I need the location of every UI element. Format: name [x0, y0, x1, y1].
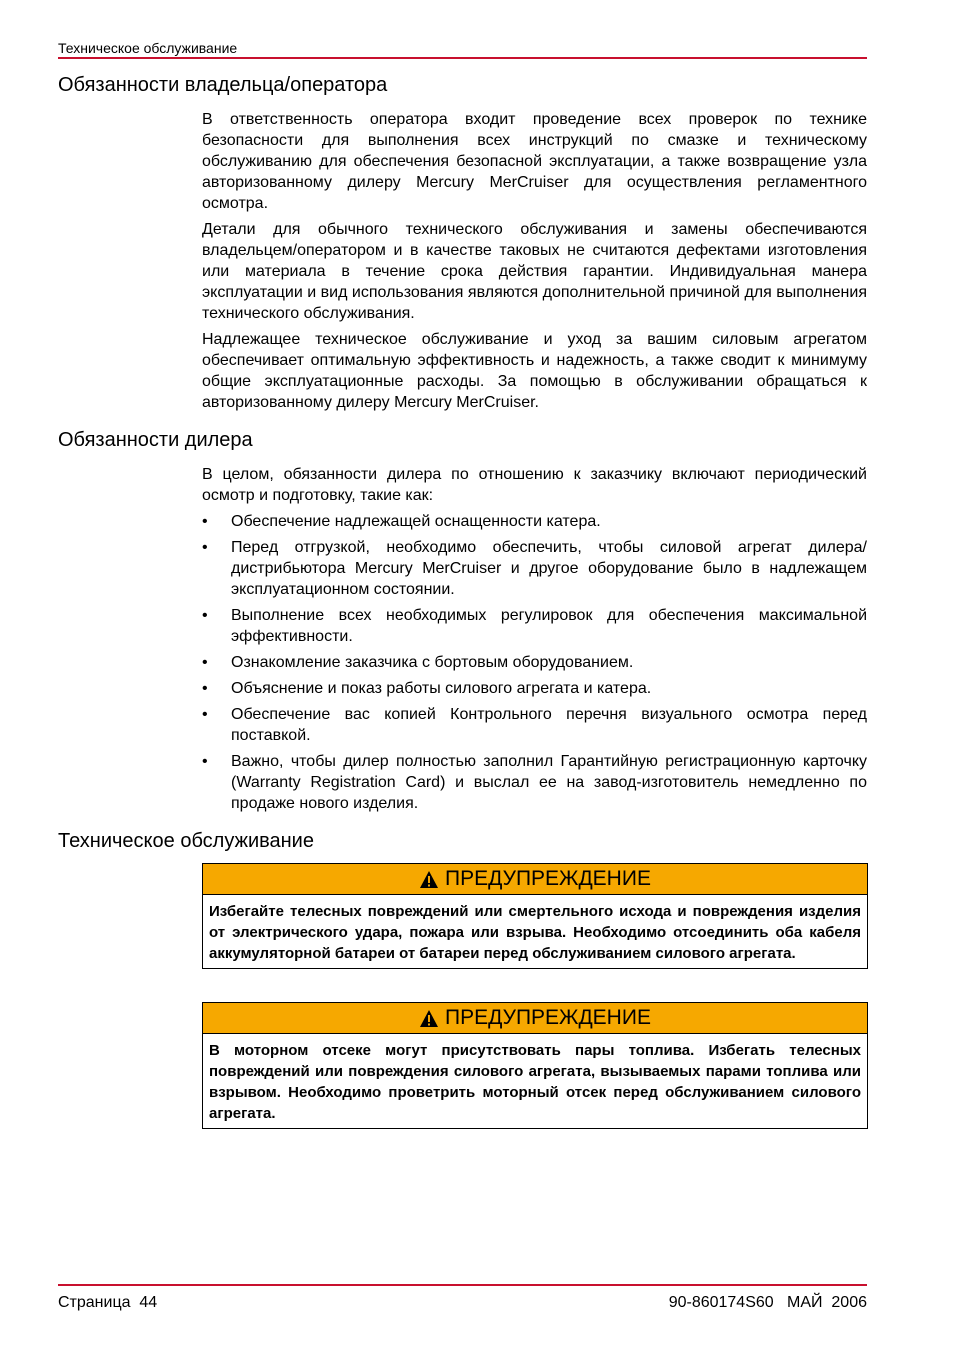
warning-header	[203, 1003, 867, 1034]
bullet-icon: •	[202, 539, 208, 556]
list-item: • Важно, чтобы дилер полностью заполнил Гарантийную регистрационную карточку (Warranty Registration Card) и выслал ее на завод-изготовитель немедленно по продаже нового изделия.	[202, 753, 867, 812]
bullet-icon: •	[202, 706, 208, 723]
page-number: Страница 44	[58, 1294, 158, 1311]
bullet-icon: •	[202, 680, 208, 697]
list-item: • Перед отгрузкой, необходимо обеспечить, чтобы силовой агрегат дилера/ дистрибьютора Mercury MerCruiser и другое оборудование было в надлежащем эксплуатационном состоянии.	[202, 539, 867, 598]
list-item: • Обеспечение надлежащей оснащенности катера.	[202, 513, 601, 530]
document-number: 90-860174S60 МАЙ 2006	[668, 1294, 867, 1311]
dealer-section-body	[202, 464, 867, 819]
section-heading-maintenance: Техническое обслуживание	[58, 830, 314, 852]
warning-triangle-icon	[419, 1009, 439, 1028]
running-header: Техническое обслуживание	[58, 40, 238, 56]
paragraph: Детали для обычного технического обслуживания и замены обеспечиваются владельцем/оператором и в качестве таковых не считаются дефектами изготовления или материала в течение срока действия гарантии. Индивидуальная манера эксплуатации и вид использования являются дополнительной причиной для выполнения технического обслуживания.	[202, 221, 867, 322]
list-item: • Выполнение всех необходимых регулировок для обеспечения максимальной эффективности.	[202, 607, 867, 645]
bullet-icon: •	[202, 753, 208, 770]
warning-box	[202, 1002, 868, 1129]
warning-title: ПРЕДУПРЕЖДЕНИЕ	[445, 1006, 651, 1029]
warning-triangle-icon	[419, 870, 439, 889]
list-item: • Обеспечение вас копией Контрольного перечня визуального осмотра перед поставкой.	[202, 706, 867, 744]
section-heading-dealer: Обязанности дилера	[58, 429, 253, 451]
warning-box	[202, 863, 868, 969]
section-heading-owner: Обязанности владельца/оператора	[58, 74, 388, 96]
list-item: • Ознакомление заказчика с бортовым оборудованием.	[202, 654, 634, 671]
paragraph: Надлежащее техническое обслуживание и уход за вашим силовым агрегатом обеспечивает оптимальную эффективность и надежность, а также сводит к минимуму общие эксплуатационные расходы. За помощью в обслуживании обращаться к авторизованному дилеру Mercury MerCruiser.	[202, 331, 867, 411]
paragraph: В ответственность оператора входит проведение всех проверок по технике безопасности для выполнения всех инструкций по смазке и техническому обслуживанию для обеспечения безопасной эксплуатации, а также возвращение узла авторизованному дилеру Mercury MerCruiser для осуществления регламентного осмотра.	[202, 111, 867, 212]
warning-text: Избегайте телесных повреждений или смертельного исхода и повреждения изделия от электрического удара, пожара или взрыва. Необходимо отсоединить оба кабеля аккумуляторной батареи от батареи перед обслуживанием силового агрегата.	[209, 903, 861, 962]
bullet-icon: •	[202, 513, 208, 530]
warning-text: В моторном отсеке могут присутствовать пары топлива. Избегать телесных повреждений или повреждения силового агрегата, вызываемых парами топлива или взрывом. Необходимо проветрить моторный отсек перед обслуживанием силового агрегата.	[209, 1042, 861, 1122]
list-item: • Объяснение и показ работы силового агрегата и катера.	[202, 680, 652, 697]
paragraph: В целом, обязанности дилера по отношению к заказчику включают периодический осмотр и подготовку, такие как:	[202, 466, 867, 504]
footer-rule	[58, 1284, 867, 1286]
bullet-icon: •	[202, 654, 208, 671]
header-rule	[58, 57, 867, 59]
owner-section-body	[202, 109, 867, 418]
warning-header	[203, 864, 867, 895]
dealer-duties-list	[202, 511, 867, 814]
bullet-icon: •	[202, 607, 208, 624]
warning-title: ПРЕДУПРЕЖДЕНИЕ	[445, 867, 651, 890]
